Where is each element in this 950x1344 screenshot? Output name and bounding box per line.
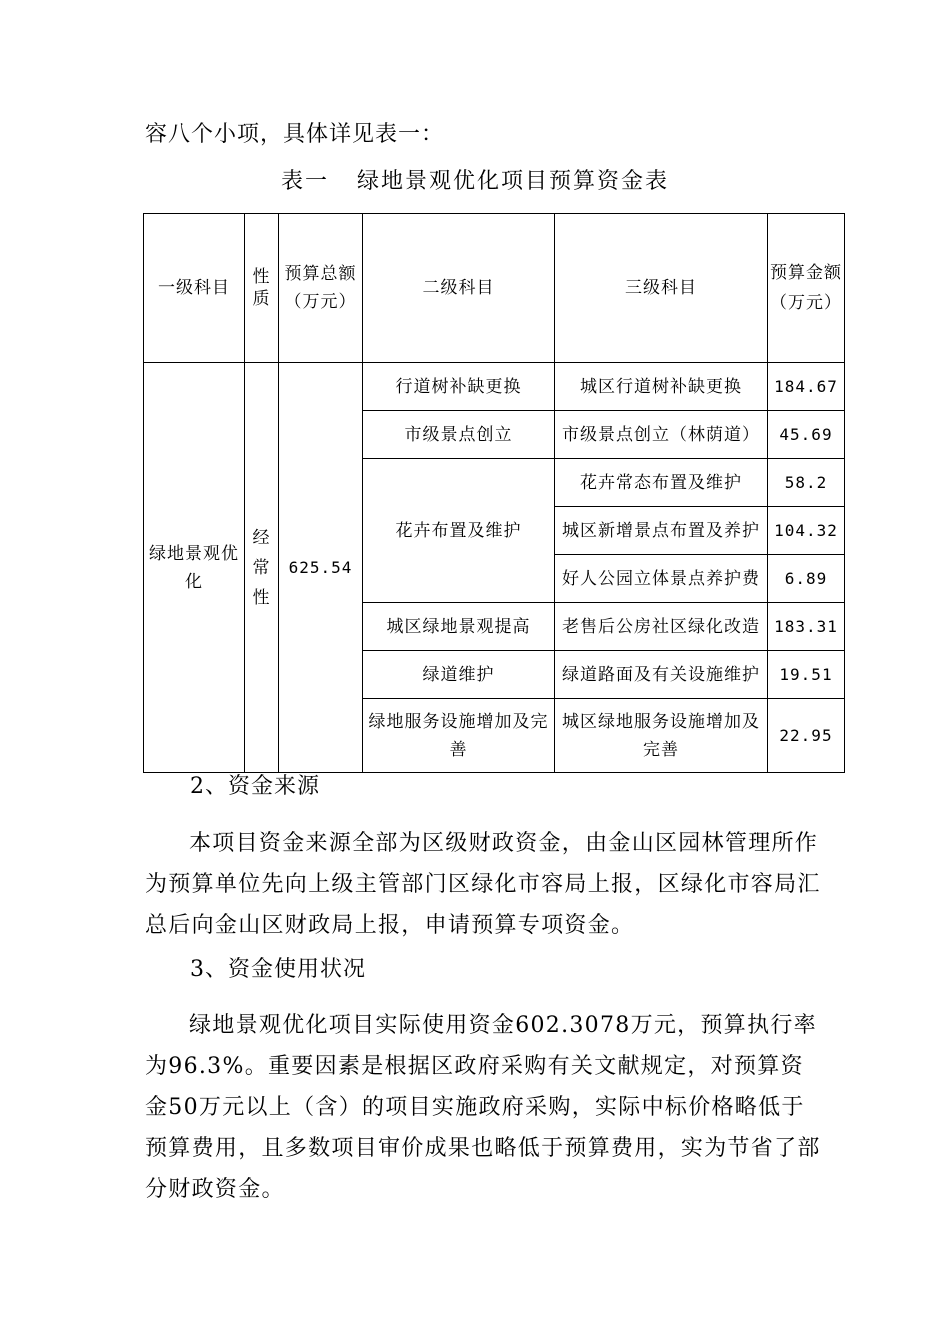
- cell-level3: 市级景点创立（林荫道）: [555, 411, 768, 459]
- section2-paragraph: 本项目资金来源全部为区级财政资金，由金山区园林管理所作为预算单位先向上级主管部门区绿化市容局上报，区绿化市容局汇总后向金山区财政局上报，申请预算专项资金。: [145, 831, 821, 938]
- header-amount: 预算金额（万元）: [768, 214, 845, 363]
- header-total-budget: 预算总额（万元）: [279, 214, 363, 363]
- cell-level2: 绿道维护: [363, 651, 555, 699]
- header-nature: 性质: [245, 214, 279, 363]
- cell-level3: 城区行道树补缺更换: [555, 363, 768, 411]
- cell-amount: 19.51: [768, 651, 845, 699]
- cell-level2: 行道树补缺更换: [363, 363, 555, 411]
- intro-text: 容八个小项，具体详见表一：: [145, 122, 445, 147]
- cell-amount: 45.69: [768, 411, 845, 459]
- cell-amount: 184.67: [768, 363, 845, 411]
- header-level1: 一级科目: [144, 214, 245, 363]
- cell-level2: 市级景点创立: [363, 411, 555, 459]
- cell-nature: 经常性: [245, 363, 279, 773]
- table-header-row: [144, 214, 845, 363]
- header-level3: 三级科目: [555, 214, 768, 363]
- cell-level3: 城区绿地服务设施增加及完善: [555, 699, 768, 773]
- cell-level3: 城区新增景点布置及养护: [555, 507, 768, 555]
- table-title: [0, 167, 950, 197]
- cell-level3: 花卉常态布置及维护: [555, 459, 768, 507]
- table-row: [144, 363, 845, 411]
- cell-amount: 104.32: [768, 507, 845, 555]
- section3-paragraph: 绿地景观优化项目实际使用资金602.3078万元，预算执行率为96.3%。重要因素是根据区政府采购有关文献规定，对预算资金50万元以上（含）的项目实施政府采购，实际中标价格略低于预算费用，且多数项目审价成果也略低于预算费用，实为节省了部分财政资金。: [145, 1013, 821, 1202]
- section2-heading: 2、资金来源: [190, 774, 320, 799]
- cell-amount: 58.2: [768, 459, 845, 507]
- table-caption: 绿地景观优化项目预算资金表: [357, 169, 670, 194]
- header-level2: 二级科目: [363, 214, 555, 363]
- budget-table: [143, 213, 845, 773]
- cell-total-budget: 625.54: [279, 363, 363, 773]
- section3-heading: 3、资金使用状况: [190, 957, 366, 982]
- cell-level3: 老售后公房社区绿化改造: [555, 603, 768, 651]
- cell-level2: 花卉布置及维护: [363, 459, 555, 603]
- cell-level1: 绿地景观优化: [144, 363, 245, 773]
- cell-level3: 好人公园立体景点养护费: [555, 555, 768, 603]
- cell-amount: 183.31: [768, 603, 845, 651]
- cell-level2: 绿地服务设施增加及完善: [363, 699, 555, 773]
- table-number: 表一: [280, 169, 329, 194]
- cell-amount: 6.89: [768, 555, 845, 603]
- cell-level3: 绿道路面及有关设施维护: [555, 651, 768, 699]
- cell-level2: 城区绿地景观提高: [363, 603, 555, 651]
- cell-amount: 22.95: [768, 699, 845, 773]
